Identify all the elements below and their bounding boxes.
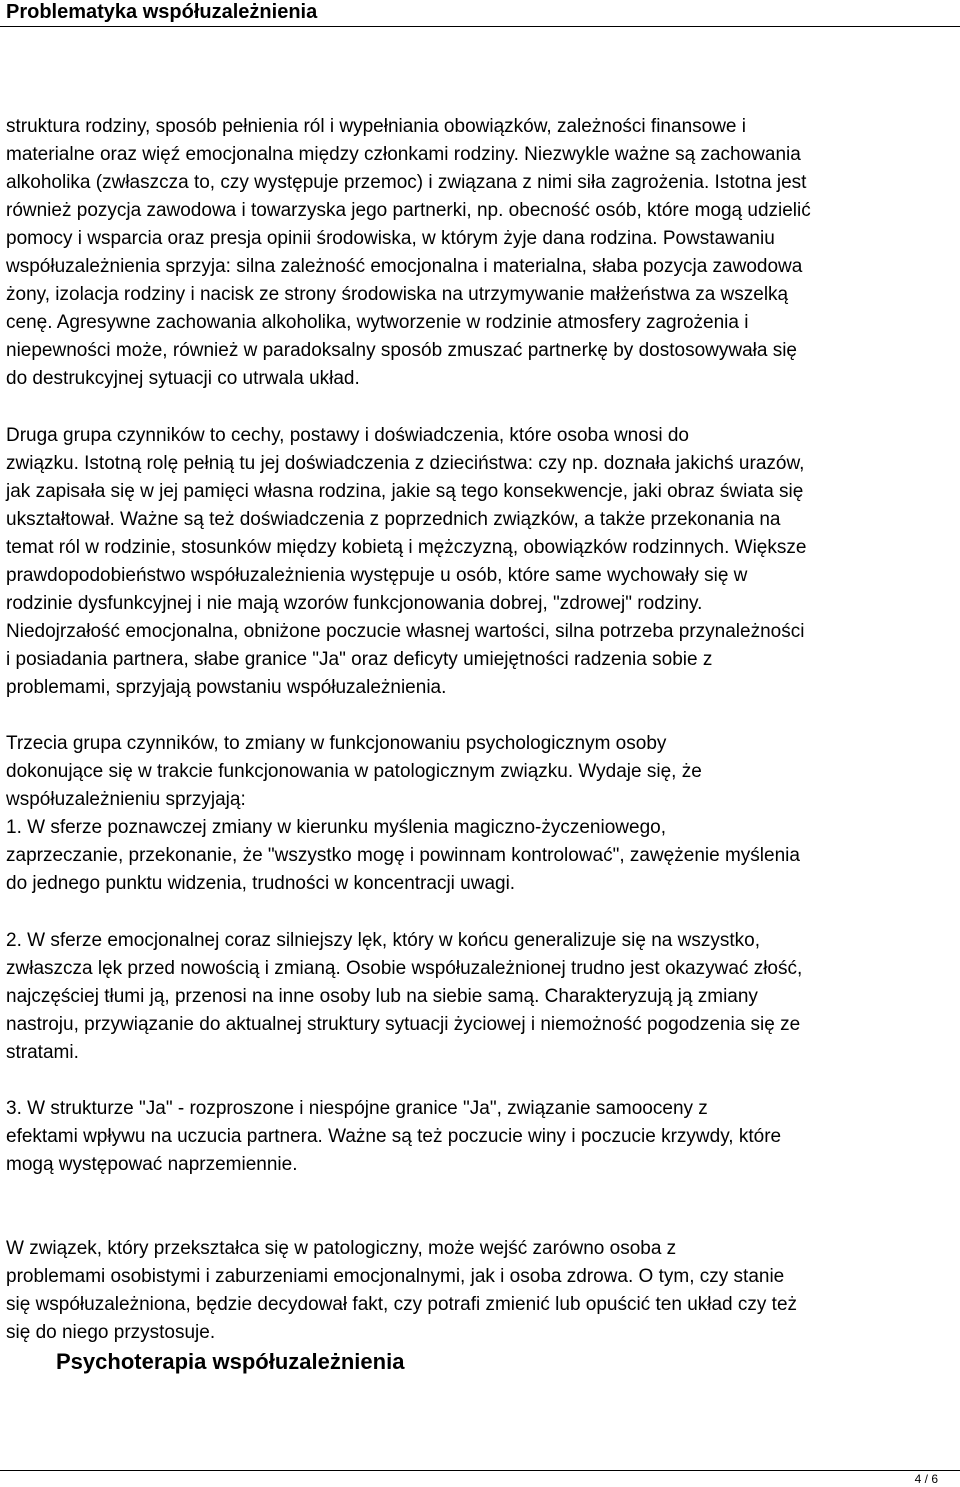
- body-line: mogą występować naprzemiennie.: [6, 1154, 298, 1175]
- footer-divider: [0, 1470, 960, 1471]
- body-line: do destrukcyjnej sytuacji co utrwala układ.: [6, 368, 360, 389]
- list-item-2: 2. W sferze emocjonalnej coraz silniejszy lęk, który w końcu generalizuje się na wszystko,: [6, 930, 760, 951]
- body-line: nastroju, przywiązanie do aktualnej struktury sytuacji życiowej i niemożność pogodzenia się ze: [6, 1014, 801, 1035]
- body-line: najczęściej tłumi ją, przenosi na inne osoby lub na siebie samą. Charakteryzują ją zmiany: [6, 986, 758, 1007]
- page-header-title: Problematyka współuzależnienia: [6, 1, 318, 23]
- body-line: problemami osobistymi i zaburzeniami emocjonalnymi, jak i osoba zdrowa. O tym, czy stanie: [6, 1266, 785, 1287]
- body-line: i posiadania partnera, słabe granice "Ja" oraz deficyty umiejętności radzenia sobie z: [6, 649, 713, 670]
- body-line: zwłaszcza lęk przed nowością i zmianą. Osobie współuzależnionej trudno jest okazywać złość,: [6, 958, 803, 979]
- body-line: stratami.: [6, 1042, 79, 1063]
- body-line: temat ról w rodzinie, stosunków między kobietą i mężczyzną, obowiązków rodzinnych. Większe: [6, 537, 807, 558]
- body-line: dokonujące się w trakcie funkcjonowania w patologicznym związku. Wydaje się, że: [6, 761, 702, 782]
- body-line: się współuzależniona, będzie decydował fakt, czy potrafi zmienić lub opuścić ten układ czy też: [6, 1294, 798, 1315]
- body-line: Druga grupa czynników to cechy, postawy i doświadczenia, które osoba wnosi do: [6, 425, 689, 446]
- header-divider: [0, 26, 960, 27]
- body-line: Niedojrzałość emocjonalna, obniżone poczucie własnej wartości, silna potrzeba przynależności: [6, 621, 805, 642]
- list-item-3: 3. W strukturze "Ja" - rozproszone i niespójne granice "Ja", związanie samooceny z: [6, 1098, 708, 1119]
- body-line: się do niego przystosuje.: [6, 1322, 216, 1343]
- body-line: jak zapisała się w jej pamięci własna rodzina, jakie są tego konsekwencje, jaki obraz świata się: [6, 481, 804, 502]
- body-line: niepewności może, również w paradoksalny sposób zmuszać partnerkę by dostosowywała się: [6, 340, 797, 361]
- body-line: współuzależnienia sprzyja: silna zależność emocjonalna i materialna, słaba pozycja zawodowa: [6, 256, 803, 277]
- body-line: efektami wpływu na uczucia partnera. Ważne są też poczucie winy i poczucie krzywdy, które: [6, 1126, 782, 1147]
- list-item-1: 1. W sferze poznawczej zmiany w kierunku myślenia magiczno-życzeniowego,: [6, 817, 666, 838]
- body-line: zaprzeczanie, przekonanie, że "wszystko mogę i powinnam kontrolować", zawężenie myślenia: [6, 845, 800, 866]
- body-line: materialne oraz więź emocjonalna między członkami rodziny. Niezwykle ważne są zachowania: [6, 144, 801, 165]
- body-line: żony, izolacja rodziny i nacisk ze strony środowiska na utrzymywanie małżeństwa za wszelką: [6, 284, 789, 305]
- body-line: współuzależnieniu sprzyjają:: [6, 789, 246, 810]
- body-line: problemami, sprzyjają powstaniu współuzależnienia.: [6, 677, 447, 698]
- body-line: rodzinie dysfunkcyjnej i nie mają wzorów funkcjonowania dobrej, "zdrowej" rodziny.: [6, 593, 703, 614]
- body-line: pomocy i wsparcia oraz presja opinii środowiska, w którym żyje dana rodzina. Powstawaniu: [6, 228, 775, 249]
- body-line: W związek, który przekształca się w patologiczny, może wejść zarówno osoba z: [6, 1238, 677, 1259]
- body-line: struktura rodziny, sposób pełnienia ról i wypełniania obowiązków, zależności finansowe i: [6, 116, 746, 137]
- body-line: również pozycja zawodowa i towarzyska jego partnerki, np. obecność osób, które mogą udzielić: [6, 200, 811, 221]
- body-line: związku. Istotną rolę pełnią tu jej doświadczenia z dzieciństwa: czy np. doznała jakichś urazów,: [6, 453, 805, 474]
- body-line: Trzecia grupa czynników, to zmiany w funkcjonowaniu psychologicznym osoby: [6, 733, 667, 754]
- body-line: prawdopodobieństwo współuzależnienia występuje u osób, które same wychowały się w: [6, 565, 748, 586]
- body-line: cenę. Agresywne zachowania alkoholika, wytworzenie w rodzinie atmosfery zagrożenia i: [6, 312, 749, 333]
- body-line: ukształtował. Ważne są też doświadczenia z poprzednich związków, a także przekonania na: [6, 509, 781, 530]
- body-line: do jednego punktu widzenia, trudności w koncentracji uwagi.: [6, 873, 516, 894]
- section-heading: Psychoterapia współuzależnienia: [56, 1349, 405, 1374]
- body-line: alkoholika (zwłaszcza to, czy występuje przemoc) i związana z nimi siła zagrożenia. Istotna jest: [6, 172, 807, 193]
- page-number: 4 / 6: [914, 1472, 938, 1486]
